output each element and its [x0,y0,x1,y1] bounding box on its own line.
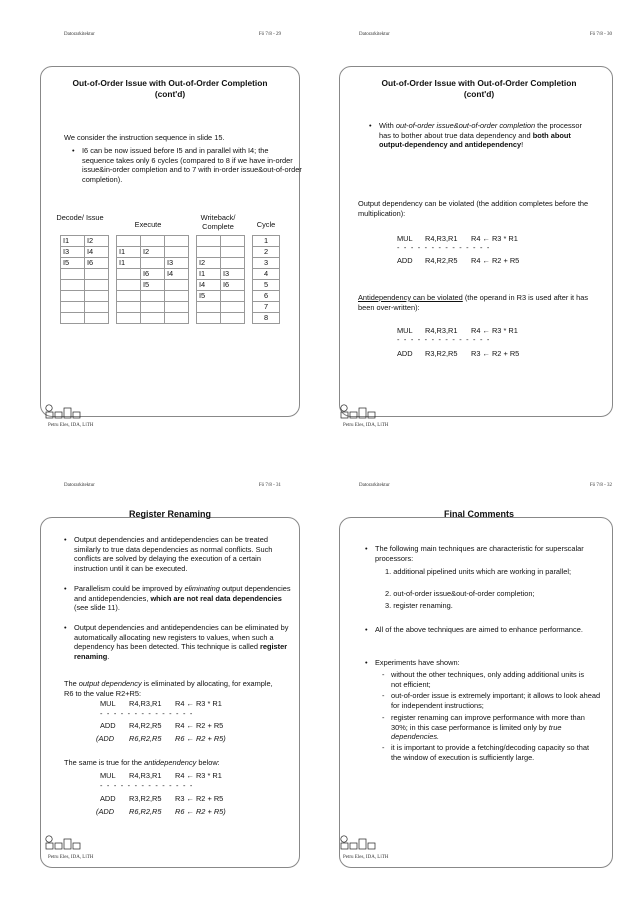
decode-table [60,235,109,324]
table-cell [85,269,109,280]
antidependency-text [64,758,284,768]
bullet-item: • I6 can be now issued before I5 and in parallel with I4; the sequence takes only 6 cycles (compared to 8 if we have in-order issue&in-order completion and to 7 with in-order issue&out-of-order completion). [70,146,302,184]
table-cell: 3 [253,258,280,269]
operands: R6,R2,R5 [129,734,162,743]
footer-author: Petru Eles, IDA, LiTH [343,855,389,860]
table-cell [165,280,189,291]
table-row [197,269,245,280]
bullet-text-italic: eliminating [184,584,220,593]
antidependency-underlined: Antidependency can be violated [358,293,463,302]
table-row [253,236,280,247]
table-cell: I3 [165,258,189,269]
bullet-text-bold: register renaming [74,642,288,661]
table-row [197,236,245,247]
table-row [253,313,280,324]
table-cell [165,236,189,247]
table-row [197,247,245,258]
writeback-table [196,235,245,324]
table-cell: I3 [61,247,85,258]
numbered-item: 3. register renaming. [385,601,453,610]
table-cell [165,291,189,302]
table-cell [61,313,85,324]
liu-logo [339,404,379,419]
table-row [197,302,245,313]
slide-30 [319,0,638,451]
table-cell: 4 [253,269,280,280]
table-cell: I2 [197,258,221,269]
table-row [117,313,189,324]
code-line [100,699,222,709]
operands: R4,R3,R1 [425,234,458,243]
numbered-item: 2. out-of-order issue&out-of-order completion; [385,589,535,598]
table-row [253,302,280,313]
opcode: ADD [397,256,413,265]
table-row [61,247,109,258]
table-cell: 6 [253,291,280,302]
table-cell: I1 [197,269,221,280]
sub-item: - out-of-order issue is extremely important; it allows to look ahead for independent instructions; [381,691,603,710]
opcode: ADD [100,721,116,730]
operands: R3,R2,R5 [129,794,162,803]
sub-text-italic: true dependencies. [391,722,562,742]
header-slide-number: Fö 7/8 - 29 [258,32,281,37]
table-cell: 5 [253,280,280,291]
slide-title [349,78,609,100]
table-row [61,280,109,291]
header-slide-number: Fö 7/8 - 31 [258,483,281,488]
expression: R4 ← R3 * R1 [471,234,518,243]
intro-text: We consider the instruction sequence in slide 15. [64,133,225,142]
title-line-2: (cont'd) [154,89,186,99]
table-cell [197,313,221,324]
table-row [117,280,189,291]
table-cell [85,302,109,313]
liu-logo [44,404,84,419]
table-cell [197,236,221,247]
table-cell: I5 [197,291,221,302]
bullet-text-end: ! [521,140,524,150]
table-cell [85,280,109,291]
slide-title: Final Comments [443,509,514,519]
expression: R6 ← R2 + R5) [175,807,226,816]
table-cell [165,247,189,258]
header-slide-number: Fö 7/8 - 30 [589,32,612,37]
antidependency-text [358,293,598,312]
table-row [61,291,109,302]
table-cell [117,302,141,313]
expression: R4 ← R2 + R5 [175,721,224,730]
table-row [197,291,245,302]
execute-table [116,235,189,324]
header-course: Datorarkitektur [359,483,390,488]
table-cell: I2 [141,247,165,258]
expression: R6 ← R2 + R5) [175,734,226,743]
separator: - - - - - - - - - - - - - - [397,335,491,344]
code-line [100,771,222,781]
liu-logo [339,835,379,850]
table-cell: 1 [253,236,280,247]
footer-author: Petru Eles, IDA, LiTH [48,855,94,860]
expression: R4 ← R3 * R1 [175,699,222,708]
table-cell [141,302,165,313]
bullet-text-bold: both about output-dependency and antidependency [379,130,571,150]
col-header-writeback: Writeback/ Complete [200,213,236,231]
expression: R3 ← R2 + R5 [471,349,520,358]
numbered-item: 1. additional pipelined units which are working in parallel; [385,567,572,576]
operands: R3,R2,R5 [425,349,458,358]
table-row [253,269,280,280]
text-italic: output dependency [78,679,142,688]
expression: R3 ← R2 + R5 [175,794,224,803]
code-line [100,721,223,731]
separator: - - - - - - - - - - - - - - [100,709,194,718]
table-cell: I1 [117,258,141,269]
operands: R6,R2,R5 [129,807,162,816]
header-course: Datorarkitektur [64,483,95,488]
sub-text-start: register renaming can improve performance with more than 30%; in this case performance is limited only by [391,713,585,732]
table-cell [165,313,189,324]
table-row [61,269,109,280]
sub-item [381,713,596,742]
title-line-1: Out-of-Order Issue with Out-of-Order Completion [381,78,577,88]
opcode: MUL [397,326,413,335]
table-cell [61,302,85,313]
bullet-item: • All of the above techniques are aimed to enhance performance. [363,625,597,635]
table-cell: I5 [61,258,85,269]
table-cell [117,313,141,324]
bullet-text-italic: out-of-order issue&out-of-order completion [395,121,536,130]
bullet-item [62,584,292,613]
table-cell [117,236,141,247]
table-cell [85,291,109,302]
col-header-cycle: Cycle [256,220,276,229]
table-row [117,236,189,247]
table-cell [221,291,245,302]
table-cell [221,236,245,247]
table-cell [221,247,245,258]
operands: R4,R2,R5 [129,721,162,730]
table-cell: 7 [253,302,280,313]
table-row [197,258,245,269]
opcode: MUL [100,771,116,780]
table-row [253,280,280,291]
table-row [117,247,189,258]
antidependency-rest: (the operand in R3 is used after it has been over-written): [358,293,589,312]
opcode: ADD [100,794,116,803]
table-cell [61,269,85,280]
output-dependency-text: Output dependency can be violated (the addition completes before the multiplication): [358,199,589,218]
table-cell: I6 [221,280,245,291]
operands: R4,R3,R1 [129,699,162,708]
table-cell: I4 [85,247,109,258]
bullet-text-end: . [107,651,110,661]
table-cell: I6 [141,269,165,280]
liu-logo [44,835,84,850]
table-cell [221,313,245,324]
code-line [96,807,226,817]
text-start: The [64,679,79,688]
cycle-table [252,235,280,324]
table-cell [141,236,165,247]
table-cell [197,302,221,313]
text-italic: antidependency [144,758,197,767]
opcode: (ADD [96,734,115,743]
separator: - - - - - - - - - - - - - - [100,781,194,790]
table-cell [197,247,221,258]
slide-29 [0,0,319,451]
table-row [61,258,109,269]
table-cell: I1 [61,236,85,247]
bullet-text-bold: which are not real data dependencies [150,593,282,603]
bullet-text-start: Parallelism could be improved by [74,584,185,593]
table-cell [85,313,109,324]
table-cell: I2 [85,236,109,247]
table-cell: I4 [165,269,189,280]
expression: R4 ← R2 + R5 [471,256,520,265]
col-header-execute: Execute [134,220,162,229]
bullet-text-start: Output dependencies and antidependencies can be eliminated by automatically allocating new registers to values, when such a dependency has been detected. This technique is called [74,623,289,652]
code-line [100,794,223,804]
operands: R4,R2,R5 [425,256,458,265]
table-cell [117,280,141,291]
table-cell: 2 [253,247,280,258]
separator: - - - - - - - - - - - - - - [397,243,491,252]
bullet-item: • Output dependencies and antidependencies can be treated similarly to true data dependencies as normal conflicts. Such conflicts are solved by delaying the execution of a certain instruction until it can be executed. [62,535,292,573]
bullet-text-start: With [379,121,396,130]
table-cell [117,269,141,280]
title-line-1: Out-of-Order Issue with Out-of-Order Completion [72,78,268,88]
table-row [117,302,189,313]
bullet-item: • The following main techniques are characteristic for superscalar processors: [363,544,597,563]
opcode: MUL [100,699,116,708]
table-row [117,258,189,269]
output-dependency-text [64,679,284,698]
opcode: (ADD [96,807,115,816]
header-slide-number: Fö 7/8 - 32 [589,483,612,488]
text-start: The same is true for the [64,758,145,767]
sub-item: - it is important to provide a fetching/decoding capacity so that the window of execution is sufficiently large. [381,743,596,762]
title-line-2: (cont'd) [463,89,495,99]
header-course: Datorarkitektur [359,32,390,37]
operands: R4,R3,R1 [129,771,162,780]
sub-item: - without the other techniques, only adding additional units is not efficient; [381,670,596,689]
table-row [117,269,189,280]
bullet-item [367,121,594,150]
bullet-text-end: (see slide 11). [74,603,120,613]
opcode: MUL [397,234,413,243]
table-row [61,313,109,324]
operands: R4,R3,R1 [425,326,458,335]
table-row [61,236,109,247]
bullet-text-middle: the processor has to bother about true data dependency and [379,121,582,140]
table-row [117,291,189,302]
table-cell [141,291,165,302]
col-header-decode: Decode/ Issue [56,213,104,222]
table-cell: I6 [85,258,109,269]
table-cell [117,291,141,302]
table-cell [221,258,245,269]
opcode: ADD [397,349,413,358]
table-row [197,280,245,291]
table-cell: 8 [253,313,280,324]
table-cell [61,291,85,302]
table-cell [61,280,85,291]
expression: R4 ← R3 * R1 [175,771,222,780]
table-cell [221,302,245,313]
table-row [61,302,109,313]
table-cell: I1 [117,247,141,258]
table-cell: I5 [141,280,165,291]
table-row [253,258,280,269]
table-cell [141,313,165,324]
text-end: below: [196,758,220,767]
footer-author: Petru Eles, IDA, LiTH [48,423,94,428]
footer-author: Petru Eles, IDA, LiTH [343,423,389,428]
table-row [197,313,245,324]
code-line [397,256,519,266]
slide-32 [319,451,638,902]
table-row [253,291,280,302]
text-end: is eliminated by allocating, for example, R6 to the value R2+R5: [64,679,273,698]
code-line [96,734,226,744]
table-row [253,247,280,258]
slide-31 [0,451,319,902]
table-cell [141,258,165,269]
table-cell [165,302,189,313]
slide-title: Register Renaming [128,509,212,519]
table-cell: I4 [197,280,221,291]
expression: R4 ← R3 * R1 [471,326,518,335]
bullet-text-middle: output dependencies and antidependencies, [74,584,291,603]
slide-title [50,78,290,100]
bullet-item [62,623,292,661]
bullet-item: • Experiments have shown: [363,658,597,668]
code-line [397,349,519,359]
header-course: Datorarkitektur [64,32,95,37]
table-cell: I3 [221,269,245,280]
